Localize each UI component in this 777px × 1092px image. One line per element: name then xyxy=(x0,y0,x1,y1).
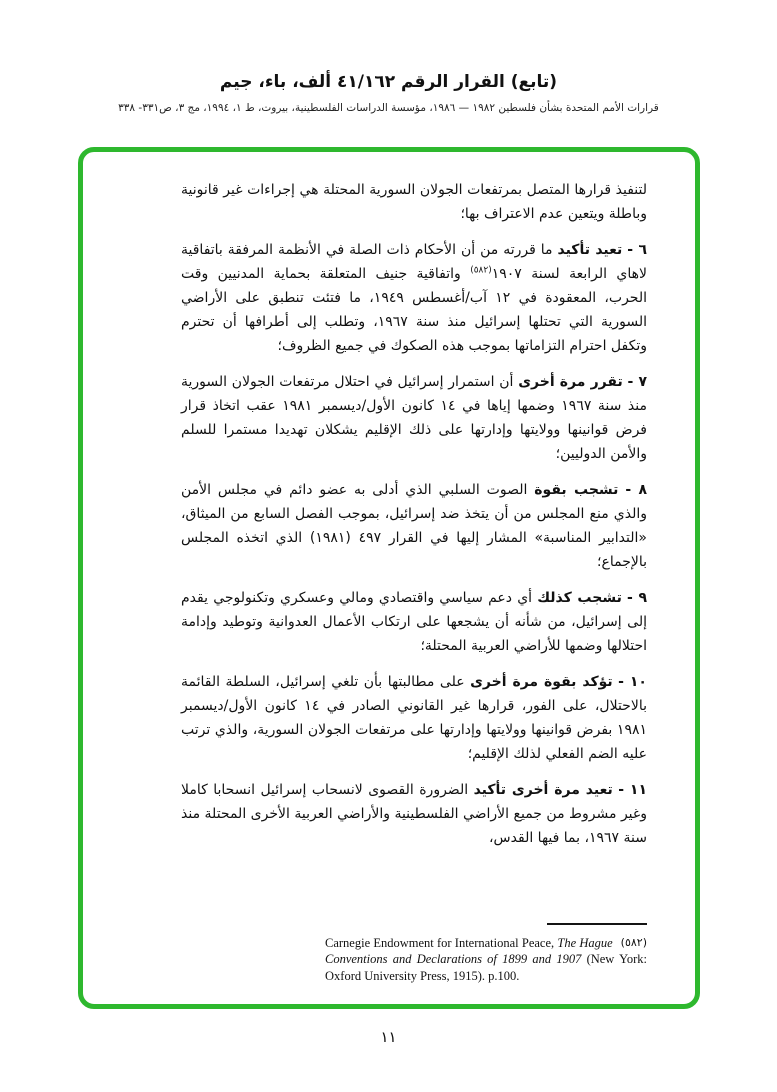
footnote-book-title: The Hague Conventions and Declarations of 1899 and 1907 xyxy=(325,935,613,966)
resolution-text-box xyxy=(78,147,700,1009)
body-paragraph xyxy=(181,478,647,574)
page-title: (تابع) القرار الرقم ٤١/١٦٢ ألف، باء، جيم xyxy=(219,72,558,92)
footnote-marker: (٥٨٢) xyxy=(620,935,647,949)
source-citation: قرارات الأمم المتحدة بشأن فلسطين ١٩٨٢ — ١٩٨٦، مؤسسة الدراسات الفلسطينية، بيروت، ط ١، ١٩٩٤، مج ٣، ص٣٣١- ٣٣٨ xyxy=(118,102,659,114)
paragraph-number: ١١ - xyxy=(618,782,647,798)
paragraph-lead: تقرر مرة أخرى xyxy=(518,374,623,390)
paragraph-text: على مطالبتها بأن تلغي إسرائيل، السلطة القائمة بالاحتلال، على الفور، قرارها غير القانوني الصادر في ١٤ كانون الأول/ديسمبر ١٩٨١ بفرض قوانينها وولايتها وإدارتها على مرتفعات الجولان السورية، والذي ترتب عليه الضم الفعلي لذلك الإقليم؛ xyxy=(181,674,647,762)
resolution-body xyxy=(83,152,695,850)
body-paragraph xyxy=(181,586,647,658)
footnote xyxy=(325,923,647,985)
paragraph-text: أن استمرار إسرائيل في احتلال مرتفعات الجولان السورية منذ سنة ١٩٦٧ وضمها إياها في ١٤ كانون الأول/ديسمبر ١٩٨١ عقب اتخاذ قرار فرض قوانينها وولايتها وإدارتها على ذلك الإقليم يشكلان تهديدا مستمرا للسلم والأمن الدوليين؛ xyxy=(181,374,647,462)
footnote-separator xyxy=(547,923,647,925)
paragraph-lead: تعيد مرة أخرى تأكيد xyxy=(473,782,613,798)
paragraph-lead: تشجب بقوة xyxy=(534,482,619,498)
paragraph-text: أي دعم سياسي واقتصادي ومالي وعسكري وتكنولوجي يقدم إلى إسرائيل، من شأنه أن يشجعها على ارتكاب الأعمال العدوانية وتوطيد وإدامة احتلالها وضمها للأراضي العربية المحتلة؛ xyxy=(181,590,647,654)
paragraph-lead: تشجب كذلك xyxy=(537,590,622,606)
footnote-text xyxy=(325,935,647,985)
paragraph-text-cont: واتفاقية جنيف المتعلقة بحماية المدنيين وقت الحرب، المعقودة في ١٢ آب/أغسطس ١٩٤٩، ما فتئت تنطبق على الأراضي السورية التي تحتلها إسرائيل منذ سنة ١٩٦٧، وتطلب إلى أطرافها أن تحترم وتكفل احترام التزاماتها بموجب هذه الصكوك في جميع الظروف؛ xyxy=(181,266,647,354)
paragraph-number: ١٠ - xyxy=(618,674,647,690)
paragraph-lead: تؤكد بقوة مرة أخرى xyxy=(470,674,613,690)
paragraph-text: الصوت السلبي الذي أدلى به عضو دائم في مجلس الأمن والذي منع المجلس من أن يتخذ ضد إسرائيل، بموجب الفصل السابع من الميثاق، «التدابير المناسبة» المشار إليها في القرار ٤٩٧ (١٩٨١) الذي اتخذه المجلس بالإجماع؛ xyxy=(181,482,647,570)
paragraph-number: ٦ - xyxy=(627,242,648,258)
footnote-author: Carnegie Endowment for International Peace, xyxy=(325,935,555,950)
paragraph-number: ٧ - xyxy=(627,374,647,390)
footnote-ref: (٥٨٢) xyxy=(470,265,492,276)
footnote-publisher: (New York: Oxford University Press, 1915). p.100. xyxy=(325,952,647,983)
paragraph-lead: تعيد تأكيد xyxy=(557,242,623,258)
body-paragraph xyxy=(181,238,647,358)
paragraph-text: ما قررته من أن الأحكام ذات الصلة في الأنظمة المرفقة باتفاقية لاهاي الرابعة لسنة ١٩٠٧ xyxy=(181,242,647,282)
paragraph-number: ٩ - xyxy=(627,590,648,606)
page-number: ١١ xyxy=(380,1028,397,1046)
paragraph-text: الضرورة القصوى لانسحاب إسرائيل انسحابا كاملا وغير مشروط من جميع الأراضي الفلسطينية والأراضي العربية الأخرى المحتلة منذ سنة ١٩٦٧، بما فيها القدس، xyxy=(181,782,647,846)
body-paragraph xyxy=(181,778,647,850)
body-paragraph xyxy=(181,670,647,766)
body-paragraph xyxy=(181,178,647,226)
body-paragraph xyxy=(181,370,647,466)
paragraph-text: لتنفيذ قرارها المتصل بمرتفعات الجولان السورية المحتلة هي إجراءات غير قانونية وباطلة ويتعين عدم الاعتراف بها؛ xyxy=(181,182,647,222)
paragraph-number: ٨ - xyxy=(625,482,648,498)
